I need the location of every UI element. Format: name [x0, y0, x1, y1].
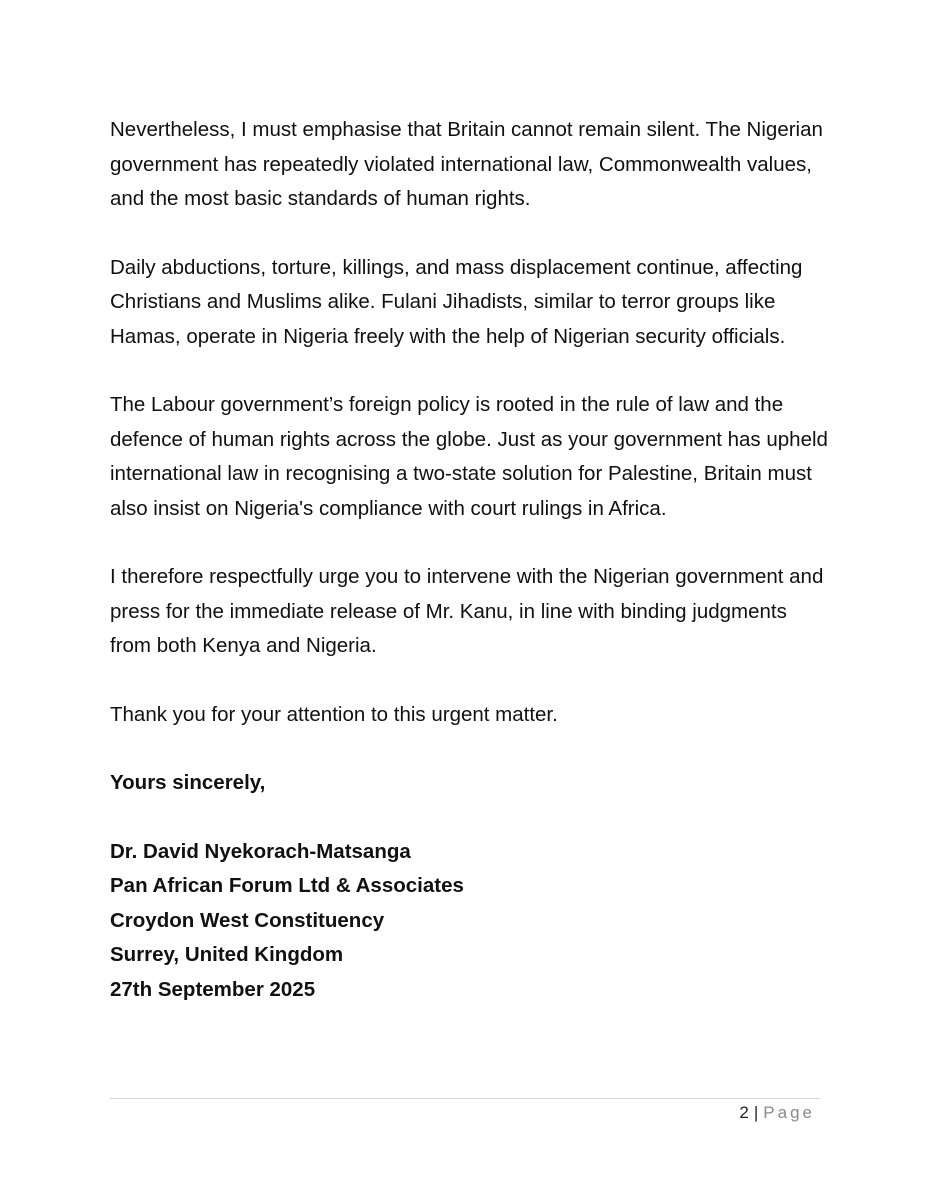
- paragraph-labour-foreign-policy: The Labour government’s foreign policy is rooted in the rule of law and the defence of human rights across the globe. Just as your government has upheld international law in recognising a two-state solution for Palestine, Britain must also insist on Nigeria's compliance with court rulings in Africa.: [110, 393, 828, 520]
- paragraph-daily-abductions: Daily abductions, torture, killings, and mass displacement continue, affecting Christians and Muslims alike. Fulani Jihadists, similar to terror groups like Hamas, operate in Nigeria freely with the help of Nigerian security officials.: [110, 255, 803, 348]
- signatory-constituency: Croydon West Constituency: [110, 908, 385, 932]
- page-label: Page: [763, 1103, 815, 1122]
- paragraph-britain-cannot-remain-silent: Nevertheless, I must emphasise that Britain cannot remain silent. The Nigerian government has repeatedly violated international law, Commonwealth values, and the most basic standards of human rights.: [110, 118, 823, 210]
- signatory-location: Surrey, United Kingdom: [110, 943, 344, 966]
- footer-divider: [110, 1098, 820, 1099]
- signatory-organization: Pan African Forum Ltd & Associates: [110, 874, 464, 897]
- paragraph-thank-you: Thank you for your attention to this urgent matter.: [110, 702, 558, 726]
- closing-salutation: Yours sincerely,: [110, 771, 266, 794]
- paragraph-urge-intervention: I therefore respectfully urge you to intervene with the Nigerian government and press for the immediate release of Mr. Kanu, in line with binding judgments from both Kenya and Nigeria.: [110, 565, 824, 657]
- letter-date: 27th September 2025: [110, 977, 316, 1001]
- letter-body: [110, 113, 830, 1007]
- signatory-name: Dr. David Nyekorach-Matsanga: [110, 839, 411, 863]
- footer-separator: |: [753, 1103, 759, 1122]
- page-number: 2: [739, 1103, 749, 1122]
- page-footer: [739, 1101, 815, 1125]
- signature-block: [110, 835, 830, 1008]
